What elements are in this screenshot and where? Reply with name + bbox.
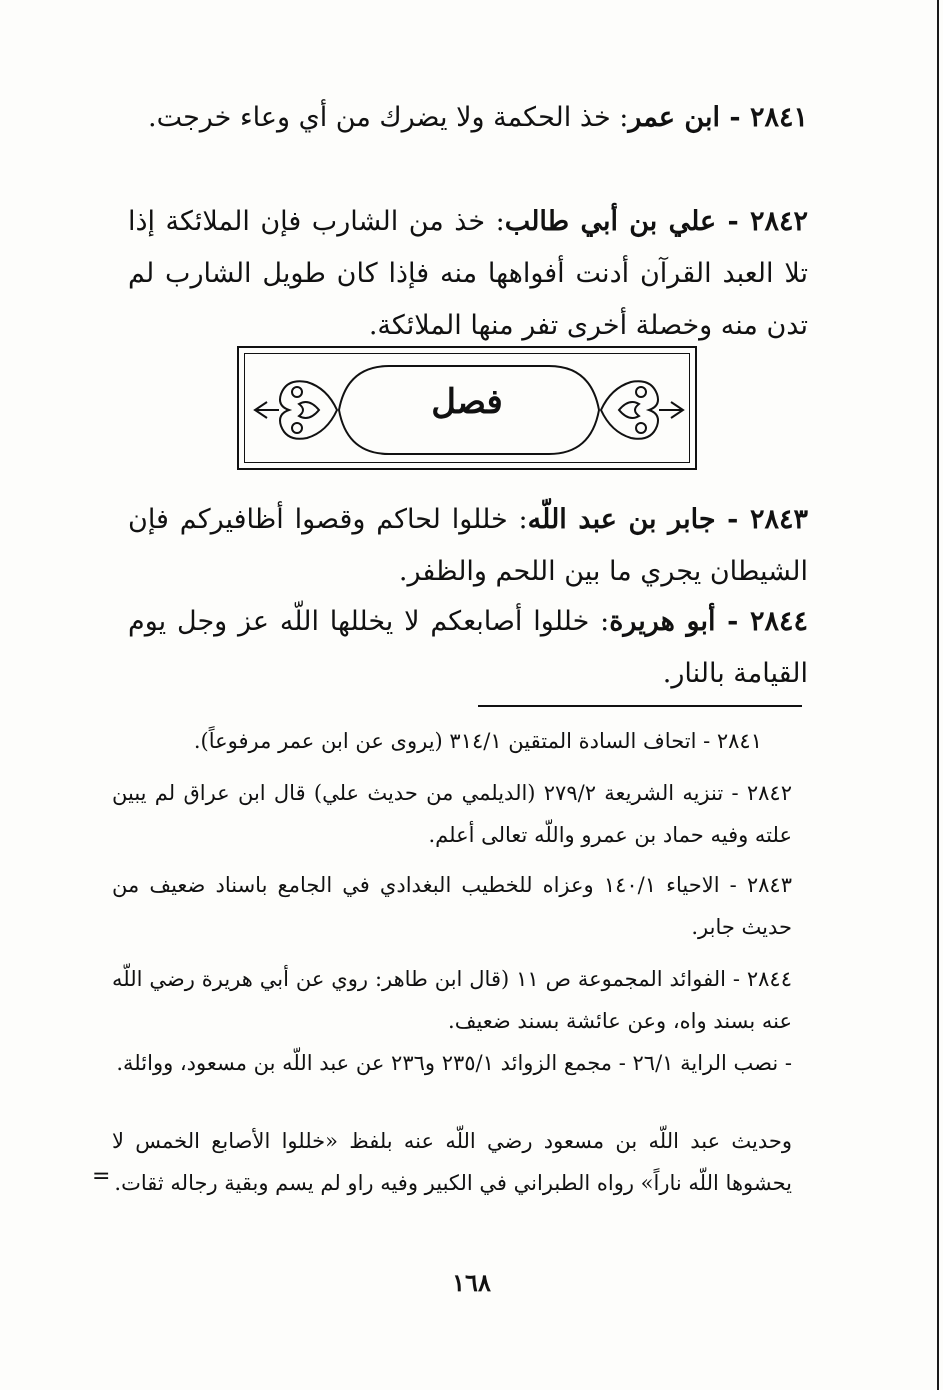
section-title: فصل	[431, 382, 503, 422]
entry-number: ٢٨٤٢ -	[716, 206, 809, 237]
narrator-name: أبو هريرة	[609, 606, 716, 637]
entry-number: ٢٨٤٤ -	[715, 606, 809, 637]
entry-text: : خذ الحكمة ولا يضرك من أي وعاء خرجت.	[147, 102, 629, 133]
entry-text: : خللوا لحاكم وقصوا أظافيركم فإن الشيطان يجري ما بين اللحم والظفر.	[128, 504, 808, 587]
page-number: ١٦٨	[452, 1268, 491, 1297]
footnote-2844: ٢٨٤٤ - الفوائد المجموعة ص ١١ (قال ابن طاهر: روي عن أبي هريرة رضي اللّه عنه بسند واه، وعن عائشة بسند ضعيف.	[112, 967, 792, 1033]
entry-number: ٢٨٤١ -	[719, 102, 808, 133]
entry-2841	[128, 92, 808, 144]
footnote-2841: ٢٨٤١ - اتحاف السادة المتقين ٣١٤/١ (يروى عن ابن عمر مرفوعاً).	[193, 729, 762, 753]
continuation-mark: =	[92, 1164, 111, 1189]
entry-2843	[128, 494, 808, 598]
section-heading-box	[237, 346, 697, 470]
entry-number: ٢٨٤٣ -	[715, 504, 808, 535]
entry-text: : خذ من الشارب فإن الملائكة إذا تلا العبد القرآن أدنت أفواهها منه فإذا كان طويل الشارب لم تدن منه وخصلة أخرى تفر منها الملائكة.	[128, 206, 808, 341]
footnote-hadith: وحديث عبد اللّه بن مسعود رضي اللّه عنه بلفظ «خللوا الأصابع الخمس لا يحشوها اللّه ناراً» رواه الطبراني في الكبير وفيه راو لم يسم وبقية رجاله ثقات.	[112, 1129, 792, 1195]
entry-2844	[128, 596, 808, 700]
footnote-continuation: - نصب الراية ٢٦/١ - مجمع الزوائد ٢٣٥/١ و٢٣٦ عن عبد اللّه بن مسعود، ووائلة.	[116, 1051, 792, 1075]
entry-2842	[128, 196, 808, 352]
footnote-separator	[478, 705, 802, 707]
narrator-name: ابن عمر	[628, 102, 720, 133]
entry-text: : خللوا أصابعكم لا يخللها اللّه عز وجل يوم القيامة بالنار.	[128, 606, 808, 689]
narrator-name: جابر بن عبد اللّه	[527, 504, 716, 535]
footnote-2843: ٢٨٤٣ - الاحياء ١٤٠/١ وعزاه للخطيب البغدادي في الجامع باسناد ضعيف من حديث جابر.	[112, 873, 792, 939]
page-edge-line	[937, 0, 939, 1390]
footnote-2842: ٢٨٤٢ - تنزيه الشريعة ٢٧٩/٢ (الديلمي من حديث علي) قال ابن عراق لم يبين علته وفيه حماد بن عمرو واللّه تعالى أعلم.	[112, 781, 792, 847]
narrator-name: علي بن أبي طالب	[504, 206, 717, 237]
